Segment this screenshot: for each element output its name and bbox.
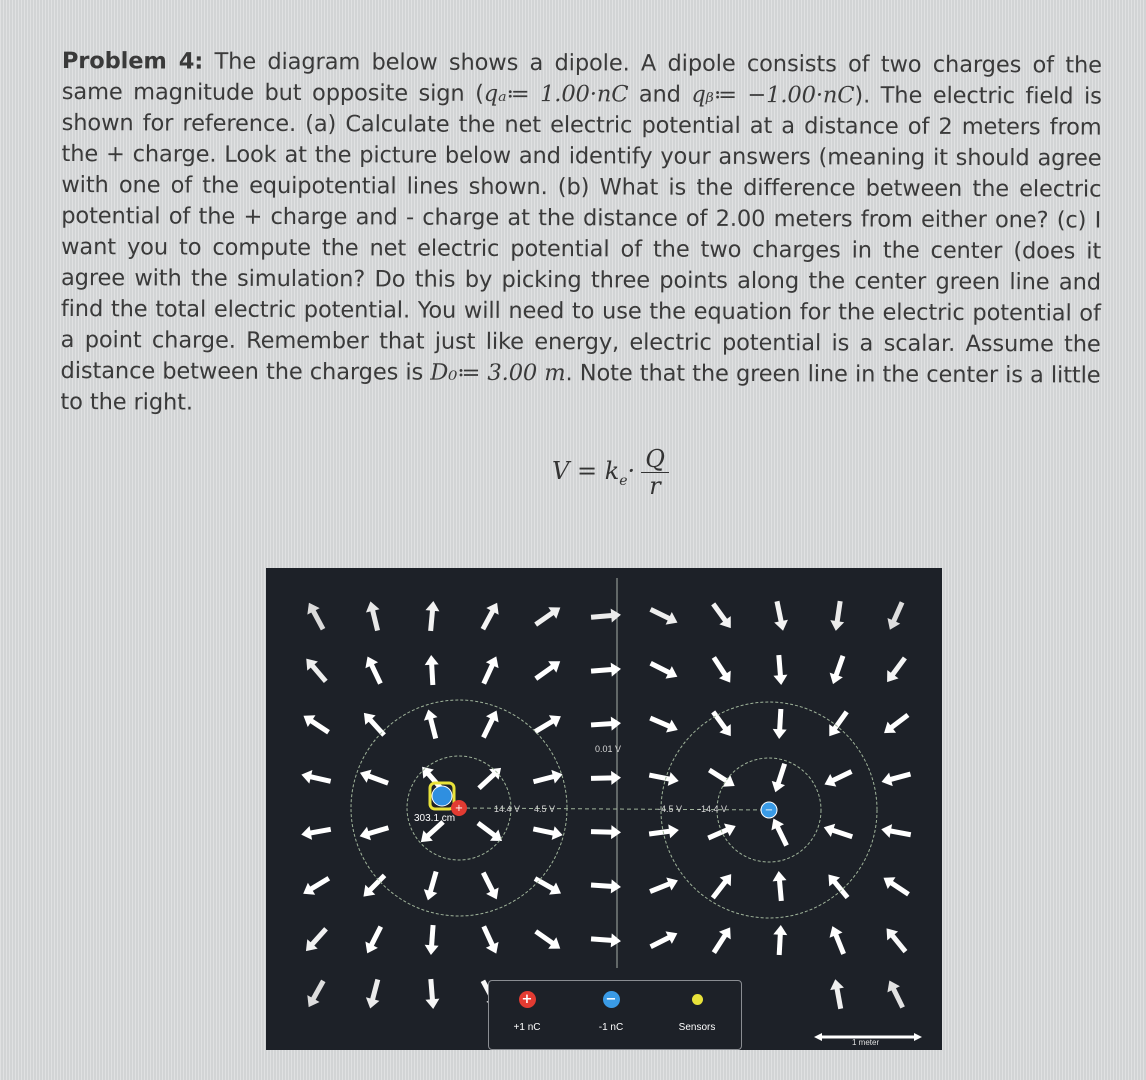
negative-charge-icon: − [603, 991, 620, 1008]
problem-seg-1: The diagram below shows a dipole. A dipole consists of two charges of the same magnitude but opposite sign ( [61, 48, 1102, 107]
field-arrow [367, 828, 389, 834]
field-arrow [432, 663, 433, 685]
field-arrow [837, 601, 840, 623]
field-arrow [536, 666, 554, 679]
field-arrow [831, 830, 852, 837]
field-arrow [709, 770, 728, 782]
field-arrow [780, 709, 781, 731]
field-arrow [591, 832, 613, 833]
field-arrow [484, 663, 493, 683]
field-arrow [312, 609, 323, 629]
field-arrow [836, 656, 843, 677]
problem-seg-4: . Note that the green line in the center is a little to the right. [60, 360, 1101, 416]
field-arrow-head [301, 770, 312, 784]
field-arrow [431, 979, 433, 1001]
field-arrow [651, 663, 671, 673]
field-arrow-head [425, 945, 439, 955]
problem-seg-3: ). The electric field is shown for reference. (a) Calculate the net electric potential at a distance of 2 meters from the + charge. Look at the picture below and identify your answers (meaning it should agree with one of the equipotential lines shown. (b) What is the difference between the electric potential of the + charge and - charge at the distance of 2.00 meters from either one? (c) I want you to compute the net electric potential of the two charges in the center (does it agree with the simulation? Do this by picking three points along the center green line and find the total electric potential. You will need to use the equation for the electric potential of a point charge. Remember that just like energy, electric potential is a scalar. Assume the distance between the charges is [60, 82, 1102, 386]
field-arrow [311, 929, 326, 946]
field-arrow [713, 712, 726, 730]
charges-toolbox [488, 980, 742, 1050]
field-arrow [831, 771, 851, 781]
field-canvas [266, 568, 942, 1050]
field-arrow-head [774, 620, 788, 631]
negative-charge-sign: − [764, 805, 774, 816]
positive-charge-tool[interactable] [497, 981, 557, 1049]
field-arrow-head [301, 826, 312, 840]
distance-expression: D₀≔ 3.00 m [430, 359, 566, 387]
field-arrow [834, 712, 847, 730]
field-arrow [533, 829, 555, 834]
field-arrow [837, 987, 841, 1009]
field-arrow [713, 604, 726, 622]
field-arrow [651, 937, 671, 947]
field-arrow [483, 873, 493, 893]
field-arrow-head [773, 871, 787, 881]
field-arrow-head [773, 925, 787, 935]
field-arrow [892, 658, 905, 676]
field-arrow [484, 926, 493, 946]
field-arrow [431, 609, 433, 631]
field-arrow-head [425, 999, 439, 1009]
field-arrow [309, 776, 331, 781]
field-arrow [431, 925, 433, 947]
field-arrow [713, 880, 727, 898]
field-arrow-head [668, 772, 679, 786]
field-arrow [778, 764, 785, 785]
field-arrow [430, 872, 436, 894]
field-arrow [779, 879, 781, 901]
positive-charge-sign: + [454, 803, 464, 814]
field-arrow [890, 882, 909, 894]
formula-denominator: r [649, 472, 661, 500]
field-arrow [309, 829, 331, 833]
left-inner-potential-label: 14.4 V [494, 804, 521, 814]
sensor-probe-icon[interactable] [432, 786, 452, 806]
field-arrow [891, 934, 905, 951]
field-arrow [312, 981, 323, 1001]
field-arrow [591, 939, 613, 941]
problem-text [60, 46, 1102, 423]
field-arrow [779, 655, 781, 677]
field-arrow [890, 715, 908, 729]
field-arrow [478, 823, 496, 836]
field-arrow-head [668, 824, 679, 838]
field-arrow-head [366, 601, 380, 612]
field-arrow [893, 602, 902, 623]
field-arrow [535, 720, 554, 732]
field-arrow [889, 831, 911, 835]
charge-a-expression: qₐ≔ 1.00·nC [483, 80, 629, 108]
field-arrow [310, 720, 329, 732]
positive-charge-tool-label: +1 nC [513, 1022, 541, 1033]
field-arrow-head [426, 601, 440, 611]
field-arrow [310, 878, 329, 890]
field-arrow-head [611, 663, 621, 677]
field-arrow [889, 774, 911, 780]
field-arrow [371, 663, 381, 683]
field-arrow [651, 609, 671, 619]
right-inner-potential-label: -14.4 V [698, 804, 728, 814]
field-arrow-head [773, 729, 787, 739]
field-arrow [372, 609, 377, 631]
negative-charge-tool-label: -1 nC [598, 1022, 624, 1033]
field-arrow-head [611, 771, 621, 785]
field-arrow [893, 987, 903, 1007]
formula-dot: · [627, 456, 636, 485]
field-arrow-head [611, 717, 621, 731]
scale-bar-label: 1 meter [852, 1038, 880, 1047]
field-arrow [426, 822, 443, 837]
field-arrow [591, 724, 613, 725]
tape-distance-label: 303.1 cm [414, 813, 456, 824]
field-arrow-head [830, 620, 844, 631]
dipole-simulation[interactable] [266, 568, 942, 1050]
field-arrow [479, 773, 496, 788]
field-arrow [779, 933, 780, 955]
field-arrow-head [611, 879, 621, 893]
field-arrows [301, 601, 911, 1009]
field-arrow-head [611, 609, 621, 623]
problem-seg-2: and [628, 81, 692, 108]
field-arrow-head [552, 826, 563, 840]
field-arrow [649, 831, 671, 834]
field-arrow [708, 829, 729, 838]
field-arrow [371, 927, 381, 947]
field-arrow [536, 612, 554, 625]
field-arrow-head [425, 655, 439, 665]
formula-fraction [641, 446, 669, 499]
field-arrow [533, 776, 555, 782]
problem-lead: Problem 4: [61, 47, 204, 75]
field-arrow [535, 879, 555, 890]
left-outer-potential-label: 4.5 V [534, 804, 556, 814]
sensor-icon [692, 994, 703, 1005]
field-arrow-head [881, 824, 892, 838]
field-arrow [311, 664, 326, 681]
field-arrow [483, 609, 494, 629]
field-arrow [483, 717, 493, 737]
field-arrow [714, 657, 726, 676]
sensor-tool[interactable] [667, 981, 727, 1049]
field-arrow [777, 825, 787, 845]
potential-formula [552, 446, 669, 499]
sensor-tool-label: Sensors [678, 1022, 716, 1033]
formula-subscript: e [619, 472, 628, 489]
field-arrow [591, 669, 613, 671]
field-arrow [591, 778, 613, 779]
field-arrow [649, 775, 671, 779]
negative-charge-tool[interactable] [581, 981, 641, 1049]
field-arrow [650, 883, 671, 891]
right-outer-potential-label: -4.5 V [658, 804, 683, 814]
field-arrow [536, 931, 554, 944]
formula-numerator: Q [641, 446, 669, 473]
formula-lhs: V = k [552, 456, 620, 485]
field-arrow-head [773, 675, 787, 685]
field-arrow [430, 717, 436, 739]
field-arrow [777, 601, 782, 623]
field-arrow-head [611, 933, 621, 947]
charge-b-expression: qᵦ≔ −1.00·nC [691, 81, 855, 109]
field-arrow [591, 615, 613, 617]
field-arrow [591, 885, 613, 886]
field-arrow [367, 775, 388, 783]
field-arrow-head [611, 825, 621, 839]
field-arrow [650, 718, 671, 727]
field-arrow [835, 933, 843, 954]
field-arrow [372, 979, 378, 1001]
field-arrow-head [830, 979, 844, 990]
center-equipotential-label: 0.01 V [595, 744, 622, 754]
positive-charge-icon: + [519, 991, 536, 1008]
field-arrow [714, 934, 726, 953]
